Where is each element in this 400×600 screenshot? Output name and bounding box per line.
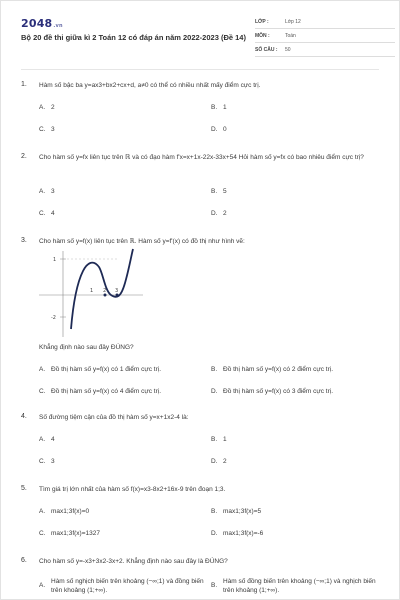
header-divider — [21, 69, 379, 70]
option-letter: B. — [211, 366, 218, 373]
question-4 — [21, 413, 381, 469]
question-prompt: Khẳng định nào sau đây ĐÚNG? — [39, 344, 134, 351]
option-letter: C. — [39, 530, 46, 537]
y-tick-label: 1 — [53, 257, 57, 263]
option-letter: C. — [39, 126, 46, 133]
meta-row-count — [255, 45, 395, 57]
option-d[interactable] — [211, 209, 227, 218]
option-a[interactable] — [39, 435, 55, 444]
option-text: 1 — [223, 436, 227, 443]
derivative-graph — [33, 247, 173, 339]
option-text: Đồ thị hàm số y=f(x) có 3 điểm cực trị. — [223, 388, 334, 395]
option-a[interactable] — [39, 577, 211, 597]
option-letter: D. — [211, 458, 218, 465]
x-tick-label: 3 — [115, 288, 119, 294]
question-text: Cho hàm số y=f(x) liên tục trên ℝ. Hàm số y=f'(x) có đồ thị như hình vẽ: — [39, 238, 245, 245]
option-letter: D. — [211, 126, 218, 133]
option-letter: B. — [211, 582, 218, 589]
option-c[interactable] — [39, 125, 55, 134]
option-letter: D. — [211, 210, 218, 217]
option-letter: B. — [211, 104, 218, 111]
question-number: 2. — [21, 153, 27, 160]
option-text: max1;3f(x)=5 — [223, 508, 262, 515]
site-logo[interactable] — [21, 17, 63, 30]
question-number: 3. — [21, 237, 27, 244]
option-a[interactable] — [39, 103, 55, 112]
x-tick-label: 2 — [103, 288, 107, 294]
option-text: 4 — [51, 210, 55, 217]
question-text: Cho hàm số y=-x3+3x2-3x+2. Khẳng định nào sau đây là ĐÚNG? — [39, 558, 228, 565]
meta-value: 50 — [285, 47, 291, 53]
graph-svg — [33, 247, 173, 339]
option-letter: C. — [39, 388, 46, 395]
option-b[interactable] — [211, 577, 383, 597]
logo-suffix: .vn — [53, 23, 63, 29]
question-text: Số đường tiệm cận của đồ thị hàm số y=x+1x2-4 là: — [39, 414, 189, 421]
option-letter: B. — [211, 188, 218, 195]
option-a[interactable] — [39, 365, 161, 374]
option-letter: A. — [39, 188, 46, 195]
option-b[interactable] — [211, 507, 261, 516]
option-text: 0 — [223, 126, 227, 133]
option-letter: C. — [39, 210, 46, 217]
option-letter: A. — [39, 582, 46, 589]
option-c[interactable] — [39, 209, 55, 218]
option-letter: A. — [39, 436, 46, 443]
question-1 — [21, 81, 381, 137]
option-letter: A. — [39, 104, 46, 111]
option-letter: B. — [211, 436, 218, 443]
option-letter: C. — [39, 458, 46, 465]
option-letter: A. — [39, 508, 46, 515]
option-text: max1;3f(x)=-6 — [223, 530, 264, 537]
option-b[interactable] — [211, 103, 227, 112]
option-text: 2 — [223, 458, 227, 465]
option-letter: D. — [211, 388, 218, 395]
option-letter: B. — [211, 508, 218, 515]
option-c[interactable] — [39, 387, 161, 396]
option-c[interactable] — [39, 529, 100, 538]
meta-row-subject — [255, 31, 395, 43]
question-number: 4. — [21, 413, 27, 420]
question-text: Tìm giá trị lớn nhất của hàm số f(x)=x3-8x2+16x-9 trên đoạn 1;3. — [39, 486, 226, 493]
exam-title: Bộ 20 đề thi giữa kì 2 Toán 12 có đáp án năm 2022-2023 (Đề 14) — [21, 33, 246, 42]
option-d[interactable] — [211, 387, 333, 396]
option-d[interactable] — [211, 529, 263, 538]
option-text: max1;3f(x)=0 — [51, 508, 90, 515]
option-text: Hàm số nghịch biến trên khoảng (−∞;1) và đồng biến trên khoảng (1;+∞). — [51, 578, 204, 594]
x-tick-label: 1 — [90, 288, 94, 294]
question-number: 1. — [21, 81, 27, 88]
option-letter: D. — [211, 530, 218, 537]
option-c[interactable] — [39, 457, 55, 466]
option-text: 4 — [51, 436, 55, 443]
header — [21, 17, 381, 67]
question-text: Cho hàm số y=fx liên tục trên ℝ và có đạo hàm f'x=x+1x-22x-33x+54 Hỏi hàm số y=fx có bao nhiêu điểm cực trị? — [39, 154, 364, 161]
y-tick-label: -2 — [51, 315, 56, 321]
question-text: Hàm số bậc ba y=ax3+bx2+cx+d, a≠0 có thể có nhiều nhất mấy điểm cực trị. — [39, 82, 261, 89]
option-text: Đồ thị hàm số y=f(x) có 1 điểm cực trị. — [51, 366, 162, 373]
option-text: Hàm số đồng biến trên khoảng (−∞;1) và nghịch biến trên khoảng (1;+∞). — [223, 578, 376, 594]
option-text: Đồ thị hàm số y=f(x) có 2 điểm cực trị. — [223, 366, 334, 373]
derivative-curve — [71, 249, 133, 329]
question-number: 6. — [21, 557, 27, 564]
logo-text: 2048 — [21, 17, 53, 30]
option-letter: A. — [39, 366, 46, 373]
option-b[interactable] — [211, 187, 227, 196]
meta-value: Toán — [285, 33, 296, 39]
option-a[interactable] — [39, 187, 55, 196]
option-a[interactable] — [39, 507, 89, 516]
question-5 — [21, 485, 381, 541]
option-d[interactable] — [211, 125, 227, 134]
option-text: 5 — [223, 188, 227, 195]
option-b[interactable] — [211, 435, 227, 444]
meta-label: MÔN : — [255, 33, 270, 39]
option-text: 3 — [51, 458, 55, 465]
exam-meta — [255, 17, 395, 59]
option-text: 3 — [51, 126, 55, 133]
option-text: 1 — [223, 104, 227, 111]
question-2 — [21, 153, 381, 223]
question-6 — [21, 557, 381, 599]
option-text: 2 — [51, 104, 55, 111]
option-text: 3 — [51, 188, 55, 195]
option-d[interactable] — [211, 457, 227, 466]
option-b[interactable] — [211, 365, 333, 374]
meta-label: SỐ CÂU : — [255, 47, 278, 53]
meta-label: LỚP : — [255, 19, 269, 25]
option-text: max1;3f(x)=1327 — [51, 530, 100, 537]
meta-row-class — [255, 17, 395, 29]
option-text: Đồ thị hàm số y=f(x) có 4 điểm cực trị. — [51, 388, 162, 395]
option-text: 2 — [223, 210, 227, 217]
question-number: 5. — [21, 485, 27, 492]
meta-value: Lớp 12 — [285, 19, 301, 25]
